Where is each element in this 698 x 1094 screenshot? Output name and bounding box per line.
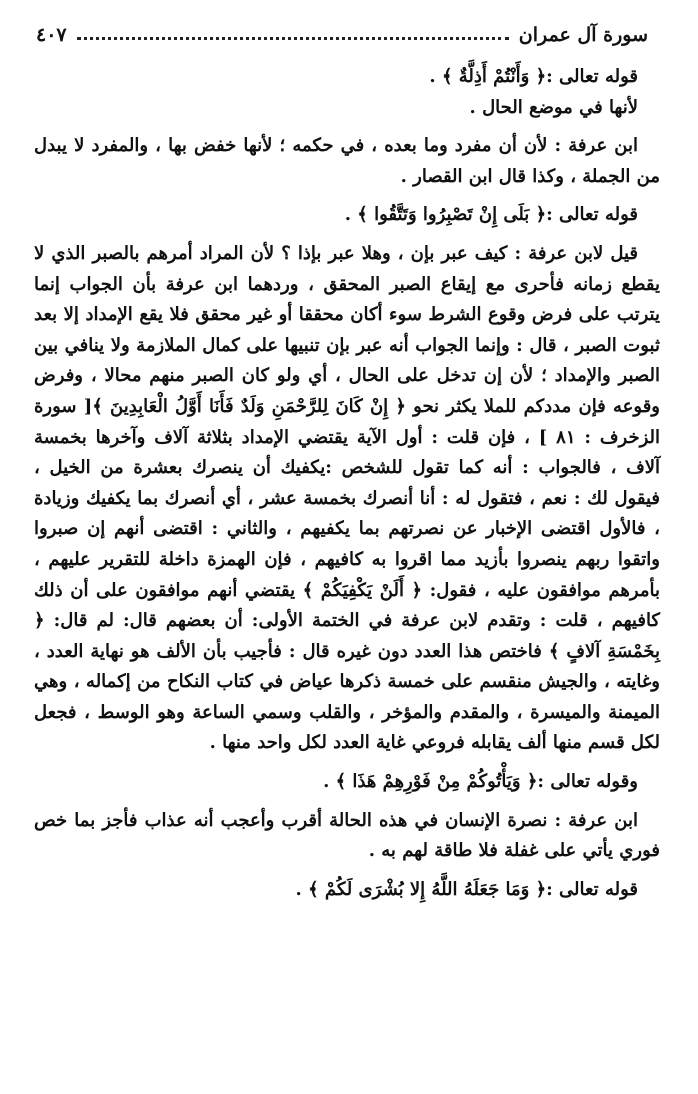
running-header [36,20,648,50]
paragraph-2: ابن عرفة : لأن أن مفرد وما بعده ، في حكمه ؛ لأنها خفض بها ، والمفرد لا يبدل من الجملة ، وكذا قال ابن القصار . [34,135,660,187]
paragraph-verse-2: قوله تعالى :﴿ بَلَى إِنْ تَصْبِرُوا وَتَتَّقُوا ﴾ . [344,204,638,226]
paragraph-3: قيل لابن عرفة : كيف عبر بإن ، وهلا عبر بإذا ؟ لأن المراد أمرهم بالصبر الذي لا يقطع زمانه فأحرى مع إيقاع الصبر المحقق ، وردهما ابن عرفة بأن الجواب إنما يترتب على فرض وقوع الشرط سوء أكان محققا أو غير محقق فلا يقع الإمداد إلا بعد ثبوت الصبر ، قال : وإنما الجواب أنه عبر بإن تنبيها على كمال الملازمة ولا ينافي بين الصبر والإمداد ؛ لأن إن تدخل على الحال ، أي ولو كان الصبر منهم محالا ، وفرض وقوعه فإن مددكم للملا يكثر نحو ﴿ إِنْ كَانَ لِلرَّحْمَنِ وَلَدٌ فَأَنَا أَوَّلُ الْعَابِدِينَ ﴾[ سورة الزخرف : ٨١ ] ، فإن قلت : أول الآية يقتضي الإمداد بثلاثة آلاف وآخرها بخمسة آلاف ، فالجواب : أنه كما تقول للشخص :يكفيك أن ينصرك بعشرة من الخيل ، فيقول لك : نعم ، فتقول له : أنا أنصرك بخمسة عشر ، أي أنصرك بما يكفيك وزيادة ، فالأول اقتضى الإخبار عن نصرتهم بما يكفيهم ، والثاني : اقتضى أنهم إن صبروا واتقوا ربهم ينصروا بأزيد مما اقروا به كافيهم ، فإن الهمزة داخلة للتقرير عليهم ، بأمرهم موافقون عليه ، فقول: ﴿ أَلَنْ يَكْفِيَكُمْ ﴾ يقتضي أنهم موافقون على أن ذلك كافيهم ، قلت : وتقدم لابن عرفة في الختمة الأولى: أن بعضهم قال: لم قال: ﴿ بِخَمْسَةِ آلافٍ ﴾ فاختص هذا العدد دون غيره قال : فأجيب بأن الألف هو نهاية العدد ، وغايته ، والجيش منقسم على خمسة ذكرها عياض في كتاب النكاح من إكماله ، وهي الميمنة والميسرة ، والمقدم والمؤخر ، والقلب وسمي الساعة وهو الوسط ، فجعل لكل قسم منها ألف يقابله فروعي غاية العدد لكل واحد منها . [34,242,661,754]
paragraph-verse-3: وقوله تعالى :﴿ وَيَأْتُوكُمْ مِنْ فَوْرِهِمْ هَذَا ﴾ . [323,771,638,793]
page-number: ٤٠٧ [36,24,67,46]
paragraph-4: ابن عرفة : نصرة الإنسان في هذه الحالة أقرب وأعجب أنه عذاب فأجز بما خص فوري يأتي على غفلة فلا طاقة لهم به . [34,809,660,862]
paragraph-1: لأنها في موضع الحال . [469,96,638,118]
paragraph-verse-1: قوله تعالى :﴿ وَأَنْتُمْ أَذِلَّةٌ ﴾ . [429,66,638,87]
header-dotted-leader [77,25,509,40]
paragraph-verse-4: قوله تعالى :﴿ وَمَا جَعَلَهُ اللَّهُ إِلا بُشْرَى لَكُمْ ﴾ . [295,878,638,900]
surah-title: سورة آل عمران [518,24,648,46]
page-body [34,62,660,1074]
